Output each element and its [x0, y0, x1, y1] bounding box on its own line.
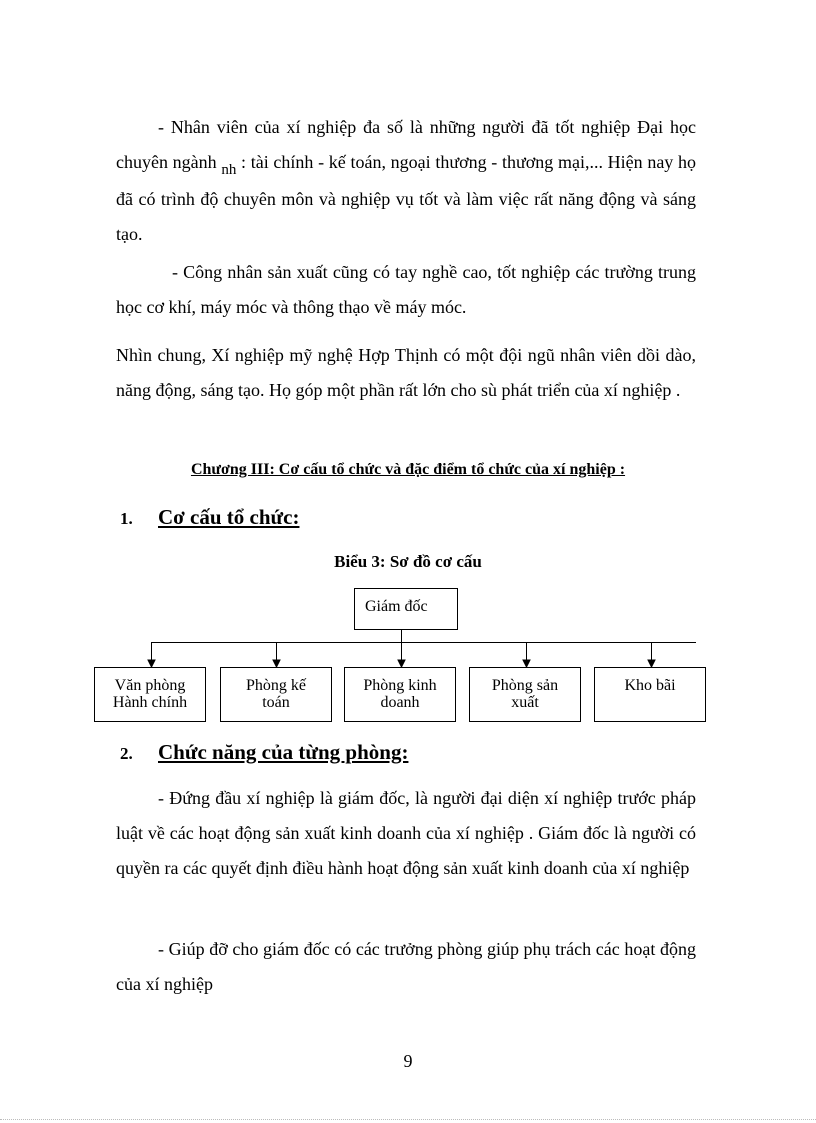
org-box-label-line1: Phòng sản	[491, 677, 559, 694]
org-box-label-line2: doanh	[380, 694, 420, 711]
paragraph-director-role: - Đứng đầu xí nghiệp là giám đốc, là người đại diện xí nghiệp trước pháp luật về các hoạt động sản xuất kinh doanh của xí nghiệp . Giám đốc là người có quyền ra các quyết định điều hành hoạt động sản xuất kinh doanh của xí nghiệp	[116, 788, 696, 878]
chart-caption: Biểu 3: Sơ đồ cơ cấu	[334, 552, 482, 571]
org-box-label-line1: Kho bãi	[624, 677, 676, 694]
paragraph-summary: Nhìn chung, Xí nghiệp mỹ nghệ Hợp Thịnh có một đội ngũ nhân viên dồi dào, năng động, sáng tạo. Họ góp một phần rất lớn cho sù phát triển của xí nghiệp .	[116, 345, 696, 400]
paragraph-staff-part2: : tài chính - kế toán, ngoại thương - thương mại,... Hiện nay họ đã có trình độ chuyên môn và nghiệp vụ tốt và làm việc rất năng động và sáng tạo.	[116, 152, 696, 244]
org-box-admin-office	[94, 667, 206, 722]
org-box-label-line2: xuất	[511, 694, 539, 711]
org-box-director	[354, 588, 458, 630]
chapter-title: Chương III: Cơ cấu tổ chức và đặc điểm tổ chức của xí nghiệp :	[190, 461, 626, 478]
org-box-director-label: Giám đốc	[365, 598, 428, 615]
org-box-production	[469, 667, 581, 722]
section-number: 2.	[120, 744, 133, 763]
org-box-label-line1: Văn phòng	[114, 677, 186, 694]
org-connector-horizontal	[151, 642, 696, 643]
paragraph-department-heads: - Giúp đỡ cho giám đốc có các trưởng phòng giúp phụ trách các hoạt động của xí nghiệp	[116, 939, 696, 994]
org-connector-director	[401, 630, 402, 642]
org-box-warehouse	[594, 667, 706, 722]
paragraph-staff	[116, 110, 696, 252]
org-box-accounting	[220, 667, 332, 722]
page-number: 9	[403, 1051, 413, 1071]
paragraph-staff-part1: - Nhân viên của xí nghiệp đa số là những người đã tốt nghiệp Đại học chuyên ngành	[116, 117, 696, 172]
section-title: Cơ cấu tổ chức:	[158, 505, 300, 529]
section-heading-1	[120, 505, 299, 530]
section-title: Chức năng của từng phòng:	[158, 740, 409, 764]
org-box-label-line1: Phòng kinh	[363, 677, 437, 694]
org-box-label-line2: toán	[262, 694, 290, 711]
paragraph-staff-subscript: nh	[221, 162, 237, 178]
org-box-business	[344, 667, 456, 722]
section-number: 1.	[120, 509, 133, 528]
org-box-label-line2: Hành chính	[112, 694, 188, 711]
paragraph-workers: - Công nhân sản xuất cũng có tay nghề cao, tốt nghiệp các trường trung học cơ khí, máy móc và thông thạo về máy móc.	[116, 262, 696, 317]
page-bottom-border	[0, 1119, 816, 1120]
section-heading-2	[120, 740, 408, 765]
org-box-label-line1: Phòng kế	[246, 677, 306, 694]
